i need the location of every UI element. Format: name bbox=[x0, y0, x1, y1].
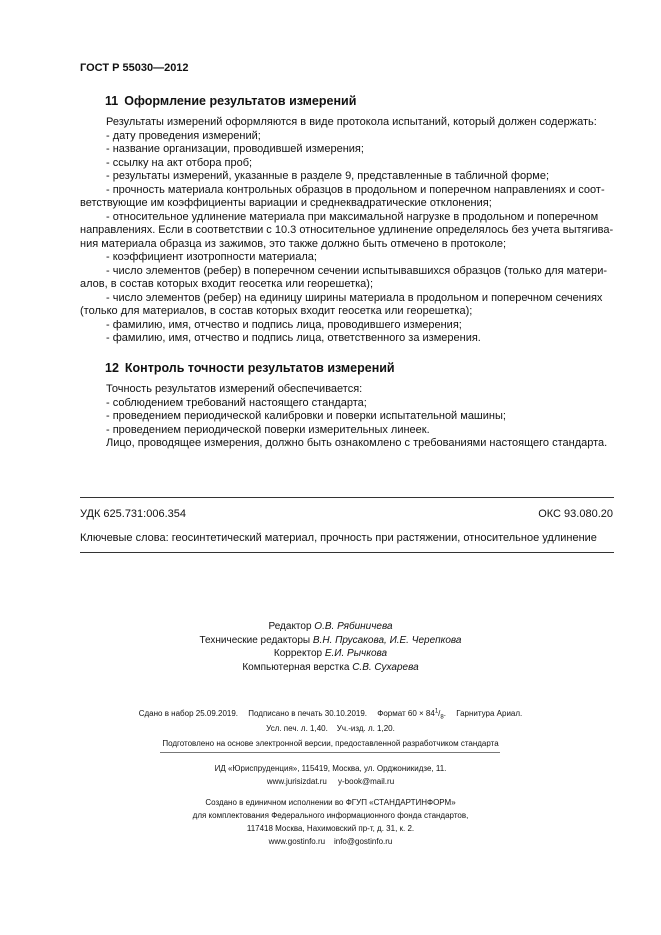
section12-line: - проведением периодической поверки измерительных линеек. bbox=[106, 423, 430, 436]
section-12-number: 12 bbox=[105, 361, 119, 375]
format-prefix: Формат 60 × 84 bbox=[377, 708, 435, 718]
editor-line bbox=[0, 620, 661, 634]
section11-line: - название организации, проводившей измерения; bbox=[106, 143, 364, 155]
layout-name: С.В. Сухарева bbox=[352, 661, 419, 673]
format-sub: 8 bbox=[440, 714, 444, 721]
section11-line: - фамилию, имя, отчество и подпись лица, проводившего измерения; bbox=[106, 318, 462, 331]
publication-row-2 bbox=[0, 722, 661, 735]
section-11-body bbox=[80, 116, 614, 346]
section11-line: ния материала образца из зажимов, это также должно быть отмечено в протоколе; bbox=[80, 237, 507, 250]
keywords: Ключевые слова: геосинтетический материал, прочность при растяжении, относительное удлинение bbox=[80, 532, 597, 544]
corrector-line bbox=[0, 647, 661, 661]
section-12-body bbox=[80, 383, 614, 451]
section11-line: Результаты измерений оформляются в виде протокола испытаний, который должен содержать: bbox=[106, 116, 597, 128]
publisher-1-contacts bbox=[0, 775, 661, 788]
section11-line: (только для материалов, в состав которых входит геосетка или георешетка); bbox=[80, 305, 473, 317]
section-12-title: Контроль точности результатов измерений bbox=[124, 361, 395, 375]
section11-line: - прочность материала контрольных образцов в продольном и поперечном направлениях и соот- bbox=[106, 183, 605, 196]
section12-line: Точность результатов измерений обеспечивается: bbox=[106, 383, 363, 395]
format-slash: / bbox=[438, 708, 441, 718]
section-12-heading bbox=[105, 361, 395, 375]
prepared-note: Подготовлено на основе электронной версии, предоставленной разработчиком стандарта bbox=[162, 739, 499, 748]
corrector-label: Корректор bbox=[273, 648, 323, 659]
print-sheets: Усл. печ. л. 1,40. bbox=[266, 724, 328, 733]
section-11-title: Оформление результатов измерений bbox=[124, 94, 357, 108]
section12-line: - соблюдением требований настоящего стандарта; bbox=[106, 396, 367, 409]
section11-line: ветствующие им коэффициенты вариации и среднеквадратические отклонения; bbox=[80, 197, 492, 209]
publisher-2-line-1: Создано в единичном исполнении во ФГУП «СТАНДАРТИНФОРМ» bbox=[205, 798, 456, 807]
layout-line bbox=[0, 661, 661, 675]
tech-editors-label: Технические редакторы bbox=[199, 634, 311, 646]
credits-block bbox=[0, 620, 661, 674]
section11-line: алов, в состав которых входит геосетка или георешетка); bbox=[80, 278, 374, 290]
format-sup: 1 bbox=[434, 708, 439, 714]
section11-line: - число элементов (ребер) в поперечном сечении испытывавшихся образцов (только для матери- bbox=[106, 264, 608, 277]
format bbox=[377, 708, 446, 721]
top-divider bbox=[80, 497, 614, 498]
section-11-heading bbox=[105, 94, 356, 108]
document-code: ГОСТ Р 55030—2012 bbox=[80, 62, 189, 74]
publisher-2-site[interactable]: www.gostinfo.ru bbox=[268, 837, 326, 846]
section11-line: направлениях. Если в соответствии с 10.3 относительное удлинение определялось без учета вытягива- bbox=[80, 224, 614, 236]
publisher-1-email[interactable]: y-book@mail.ru bbox=[338, 777, 395, 786]
tech-editors-line bbox=[0, 634, 661, 648]
tech-editors-names: В.Н. Прусакова, И.Е. Черепкова bbox=[312, 634, 462, 646]
publisher-1-site[interactable]: www.jurisizdat.ru bbox=[266, 777, 327, 786]
bottom-divider bbox=[80, 552, 614, 553]
publisher-2-email[interactable]: info@gostinfo.ru bbox=[333, 837, 393, 846]
udk-code: УДК 625.731:006.354 bbox=[80, 508, 186, 520]
publication-row-1 bbox=[0, 708, 661, 720]
section11-line: - ссылку на акт отбора проб; bbox=[106, 156, 253, 169]
pub-sheets: Уч.-изд. л. 1,20. bbox=[336, 724, 395, 733]
publication-divider bbox=[160, 752, 500, 753]
oks-code: ОКС 93.080.20 bbox=[538, 508, 613, 520]
section11-line: - результаты измерений, указанные в разделе 9, представленные в табличной форме; bbox=[106, 170, 550, 182]
sent-to-set: Сдано в набор 25.09.2019. bbox=[138, 708, 239, 718]
editor-label: Редактор bbox=[268, 621, 312, 632]
layout-label: Компьютерная верстка bbox=[242, 661, 350, 673]
section11-line: - коэффициент изотропности материала; bbox=[106, 251, 317, 263]
typeface: Гарнитура Ариал. bbox=[456, 708, 523, 718]
section12-line: Лицо, проводящее измерения, должно быть ознакомлено с требованиями настоящего стандарта. bbox=[106, 437, 608, 449]
publisher-1-address: ИД «Юриспруденция», 115419, Москва, ул. Орджоникидзе, 11. bbox=[214, 764, 447, 773]
corrector-name: Е.И. Рычкова bbox=[324, 648, 388, 659]
signed-for-print: Подписано в печать 30.10.2019. bbox=[248, 708, 368, 718]
section-11-number: 11 bbox=[105, 94, 119, 108]
section12-line: - проведением периодической калибровки и поверки испытательной машины; bbox=[106, 410, 506, 422]
publisher-2-line-2: для комплектования Федерального информационного фонда стандартов, bbox=[192, 811, 469, 820]
section11-line: - фамилию, имя, отчество и подпись лица, ответственного за измерения. bbox=[106, 332, 481, 344]
publisher-2-contacts bbox=[0, 835, 661, 848]
section11-line: - относительное удлинение материала при максимальной нагрузке в продольном и поперечном bbox=[106, 210, 599, 223]
section11-line: - число элементов (ребер) на единицу ширины материала в продольном и поперечном сечениях bbox=[106, 291, 603, 304]
editor-name: О.В. Рябиничева bbox=[314, 621, 393, 632]
publisher-2-line-3: 117418 Москва, Нахимовский пр-т, д. 31, к. 2. bbox=[246, 824, 415, 833]
format-suffix: . bbox=[443, 708, 446, 718]
section11-line: - дату проведения измерений; bbox=[106, 129, 261, 142]
